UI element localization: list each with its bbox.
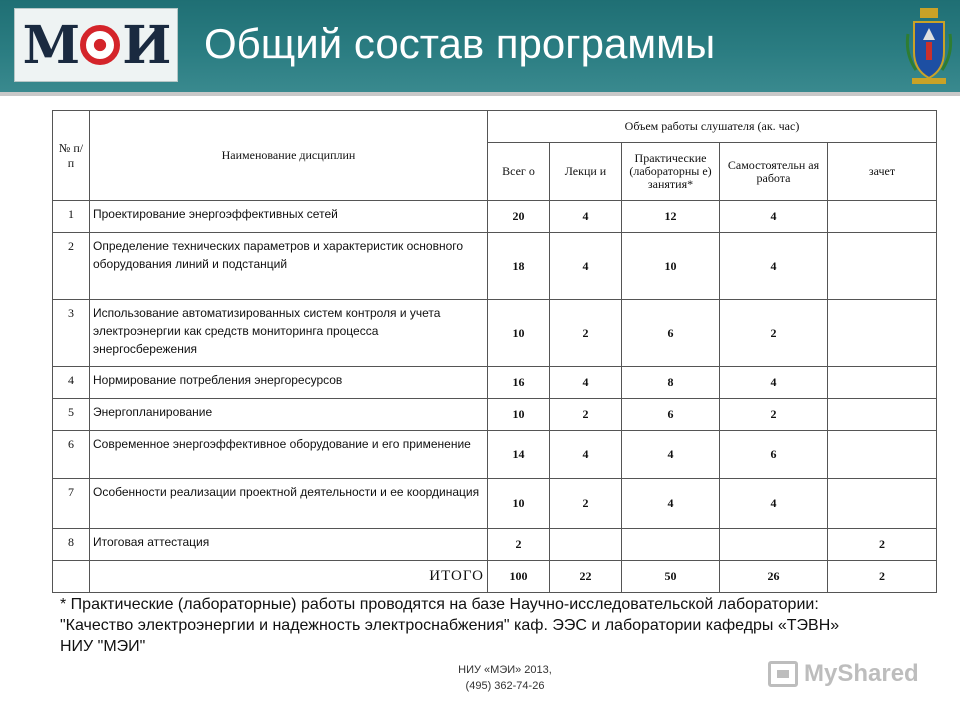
row-practical: 4 bbox=[622, 479, 720, 529]
page-title: Общий состав программы bbox=[204, 20, 716, 67]
header-workload: Объем работы слушателя (ак. час) bbox=[488, 111, 937, 143]
totals-practical: 50 bbox=[622, 561, 720, 593]
table-row bbox=[53, 529, 937, 561]
logo-ring-icon bbox=[80, 25, 120, 65]
row-practical: 4 bbox=[622, 431, 720, 479]
header-credit: зачет bbox=[828, 143, 937, 201]
row-practical: 6 bbox=[622, 300, 720, 367]
row-lectures: 4 bbox=[550, 431, 622, 479]
program-table bbox=[52, 110, 937, 593]
row-lectures: 2 bbox=[550, 479, 622, 529]
row-practical: 6 bbox=[622, 399, 720, 431]
footer-line-1: НИУ «МЭИ» 2013, bbox=[458, 664, 552, 676]
header-practical: Практические (лабораторны е) занятия* bbox=[622, 143, 720, 201]
row-discipline: Особенности реализации проектной деятельности и ее координация bbox=[90, 479, 488, 529]
crest-icon bbox=[904, 4, 954, 88]
row-lectures: 4 bbox=[550, 367, 622, 399]
row-total: 16 bbox=[488, 367, 550, 399]
header-divider bbox=[0, 92, 960, 96]
header-number: № п/ п bbox=[53, 111, 90, 201]
table-row bbox=[53, 300, 937, 367]
footnote: * Практические (лабораторные) работы проводятся на базе Научно-исследовательской лаборатории: "Качество электроэнергии и надежность электроснабжения" каф. ЭЭС и лаборатории кафедры «ТЭВН» НИУ "МЭИ" bbox=[60, 596, 840, 655]
row-lectures: 2 bbox=[550, 300, 622, 367]
row-number: 7 bbox=[53, 479, 90, 529]
table-row bbox=[53, 399, 937, 431]
row-discipline: Итоговая аттестация bbox=[90, 529, 488, 561]
myshared-box-icon bbox=[768, 661, 798, 687]
header-total: Всег о bbox=[488, 143, 550, 201]
row-practical: 10 bbox=[622, 233, 720, 300]
row-independent bbox=[720, 529, 828, 561]
totals-lectures: 22 bbox=[550, 561, 622, 593]
row-total: 10 bbox=[488, 399, 550, 431]
footer-line-2: (495) 362-74-26 bbox=[465, 680, 545, 692]
row-total: 10 bbox=[488, 479, 550, 529]
header-discipline: Наименование дисциплин bbox=[90, 111, 488, 201]
row-total: 20 bbox=[488, 201, 550, 233]
mei-logo: М И bbox=[14, 8, 178, 82]
totals-label: ИТОГО bbox=[90, 561, 488, 593]
table-row bbox=[53, 201, 937, 233]
row-discipline: Использование автоматизированных систем контроля и учета электроэнергии как средств мониторинга процесса энергосбережения bbox=[90, 300, 488, 367]
table-row bbox=[53, 479, 937, 529]
row-independent: 4 bbox=[720, 367, 828, 399]
row-total: 14 bbox=[488, 431, 550, 479]
header-lectures: Лекци и bbox=[550, 143, 622, 201]
header-independent: Самостоятельн ая работа bbox=[720, 143, 828, 201]
table-row bbox=[53, 431, 937, 479]
row-total: 18 bbox=[488, 233, 550, 300]
row-independent: 4 bbox=[720, 201, 828, 233]
row-discipline: Энергопланирование bbox=[90, 399, 488, 431]
row-number: 3 bbox=[53, 300, 90, 367]
row-independent: 6 bbox=[720, 431, 828, 479]
row-practical: 12 bbox=[622, 201, 720, 233]
row-practical bbox=[622, 529, 720, 561]
row-number: 6 bbox=[53, 431, 90, 479]
row-lectures: 4 bbox=[550, 233, 622, 300]
myshared-logo-icon bbox=[768, 656, 928, 692]
row-credit: 2 bbox=[828, 529, 937, 561]
table-row bbox=[53, 367, 937, 399]
row-independent: 4 bbox=[720, 233, 828, 300]
row-credit bbox=[828, 479, 937, 529]
totals-row bbox=[53, 561, 937, 593]
row-lectures: 4 bbox=[550, 201, 622, 233]
row-lectures bbox=[550, 529, 622, 561]
totals-independent: 26 bbox=[720, 561, 828, 593]
row-number: 8 bbox=[53, 529, 90, 561]
row-credit bbox=[828, 201, 937, 233]
row-number: 4 bbox=[53, 367, 90, 399]
totals-credit: 2 bbox=[828, 561, 937, 593]
row-number: 2 bbox=[53, 233, 90, 300]
row-credit bbox=[828, 431, 937, 479]
row-credit bbox=[828, 367, 937, 399]
totals-empty-cell bbox=[53, 561, 90, 593]
watermark-text: MyShared bbox=[804, 660, 919, 687]
totals-total: 100 bbox=[488, 561, 550, 593]
row-discipline: Определение технических параметров и характеристик основного оборудования линий и подстанций bbox=[90, 233, 488, 300]
row-number: 1 bbox=[53, 201, 90, 233]
row-total: 2 bbox=[488, 529, 550, 561]
row-credit bbox=[828, 300, 937, 367]
table-row bbox=[53, 233, 937, 300]
row-lectures: 2 bbox=[550, 399, 622, 431]
row-discipline: Современное энергоэффективное оборудование и его применение bbox=[90, 431, 488, 479]
row-credit bbox=[828, 399, 937, 431]
row-credit bbox=[828, 233, 937, 300]
row-independent: 4 bbox=[720, 479, 828, 529]
row-number: 5 bbox=[53, 399, 90, 431]
row-independent: 2 bbox=[720, 300, 828, 367]
row-total: 10 bbox=[488, 300, 550, 367]
row-discipline: Нормирование потребления энергоресурсов bbox=[90, 367, 488, 399]
row-practical: 8 bbox=[622, 367, 720, 399]
row-independent: 2 bbox=[720, 399, 828, 431]
row-discipline: Проектирование энергоэффективных сетей bbox=[90, 201, 488, 233]
